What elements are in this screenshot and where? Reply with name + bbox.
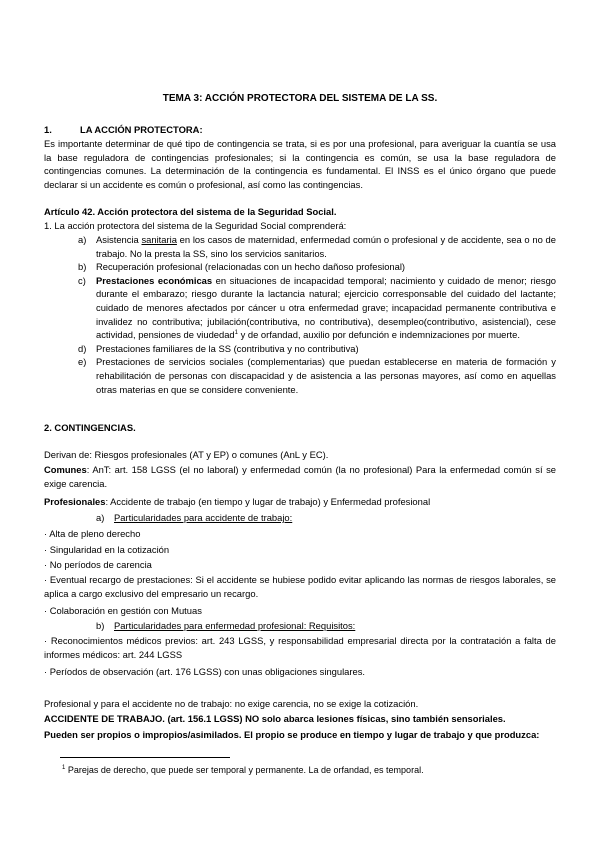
list-b-item: · Períodos de observación (art. 176 LGSS) con unas obligaciones singulares. — [44, 666, 366, 677]
section1-heading — [44, 123, 556, 137]
subheading-b — [44, 619, 600, 633]
comunes-text: : AnT: art. 158 LGSS (el no laboral) y enfermedad común (la no profesional) Para la enfermedad común sí se exige carencia. — [44, 464, 556, 489]
list-a-item: · Singularidad en la cotización — [44, 544, 170, 555]
section2-heading: 2. CONTINGENCIAS. — [44, 422, 136, 433]
list-a-item: · No períodos de carencia — [44, 559, 152, 570]
list-a-item: · Eventual recargo de prestaciones: Si el accidente se hubiese podido evitar aplicando las normas de riesgos laborales, se aplica a cargo exclusivo del empresario un recargo. — [44, 574, 556, 599]
footnote — [62, 764, 424, 778]
sub-marker: a) — [96, 512, 105, 523]
list-b-item: · Reconocimientos médicos previos: art. 243 LGSS, y responsabilidad empresarial directa por la contratación a falta de informes médicos: art. 244 LGSS — [44, 635, 556, 660]
item-text: Prestaciones familiares de la SS (contributiva y no contributiva) — [96, 342, 359, 354]
subheading-a — [44, 511, 600, 525]
item-marker: a) — [78, 234, 87, 245]
section2-profesionales — [44, 495, 556, 509]
item-text: en los casos de maternidad, enfermedad común o profesional y de accidente, sea o no de trabajo. No la presta la SS, sino los servicios sanitarios. — [96, 234, 556, 259]
footnote-text: Parejas de derecho, que puede ser temporal y permanente. La de orfandad, es temporal. — [65, 765, 424, 775]
section1-paragraph: Es importante determinar de qué tipo de contingencia se trata, si es por una profesional, para averiguar la cuantía se usa la base reguladora de contingencias profesionales; si la contingencia es común, se usa la base reguladora de contingencias comunes. La determinación de la contingencia es fundamental. El INSS es el único órgano que puede declarar si un accidente es común o profesional, así como las contingencias. — [44, 138, 556, 190]
list-item — [44, 233, 556, 260]
profesionales-label: Profesionales — [44, 496, 106, 507]
list-item — [44, 342, 556, 356]
sub-label: Particularidades para enfermedad profesional: Requisitos: — [114, 620, 356, 631]
footnote-divider — [60, 757, 230, 758]
item-marker: b) — [78, 261, 87, 273]
section1-number: 1. — [44, 124, 52, 135]
item-text: Recuperación profesional (relacionadas con un hecho dañoso profesional) — [96, 261, 406, 273]
accidente-line: ACCIDENTE DE TRABAJO. (art. 156.1 LGSS) NO solo abarca lesiones físicas, sino también sensoriales. — [44, 713, 506, 724]
section2-derivan: Derivan de: Riesgos profesionales (AT y EP) o comunes (AnL y EC). — [44, 449, 329, 460]
footnote-number: 1 — [62, 765, 66, 771]
list-a-item: · Colaboración en gestión con Mutuas — [44, 605, 202, 616]
item-text: Prestaciones de servicios sociales (complementarias) que puedan establecerse en materia de formación y rehabilitación de personas con discapacidad y de asistencia a las personas mayores, así como en aquellas otras materias en que se considere conveniente. — [96, 356, 556, 395]
item-emphasis: sanitaria — [141, 234, 177, 245]
profesionales-text: : Accidente de trabajo (en tiempo y lugar de trabajo) y Enfermedad profesional — [105, 496, 431, 507]
page-title: TEMA 3: ACCIÓN PROTECTORA DEL SISTEMA DE LA SS. — [162, 93, 438, 104]
section1-title: LA ACCIÓN PROTECTORA: — [80, 124, 203, 135]
item-text: y de orfandad, auxilio por defunción e indemnizaciones por muerte. — [238, 329, 520, 341]
item-emphasis: Prestaciones económicas — [96, 274, 213, 286]
sub-marker: b) — [96, 620, 105, 631]
article-list — [44, 233, 556, 396]
sub-label: Particularidades para accidente de trabajo: — [114, 512, 293, 523]
article-intro: 1. La acción protectora del sistema de la Seguridad Social comprenderá: — [44, 220, 347, 231]
comunes-label: Comunes — [44, 464, 87, 475]
list-a-item: · Alta de pleno derecho — [44, 528, 141, 539]
article-heading: Artículo 42. Acción protectora del sistema de la Seguridad Social. — [44, 206, 337, 217]
section2-comunes — [44, 463, 556, 490]
closing-line: Profesional y para el accidente no de trabajo: no exige carencia, no se exige la cotización. — [44, 698, 419, 709]
footnote-ref[interactable]: 1 — [234, 330, 238, 337]
item-marker: e) — [78, 356, 87, 368]
item-marker: d) — [78, 342, 87, 354]
list-item — [44, 274, 556, 342]
item-text: Asistencia — [96, 234, 142, 245]
propios-line: Pueden ser propios o impropios/asimilados. El propio se produce en tiempo y lugar de trabajo y que produzca: — [44, 729, 540, 740]
item-marker: c) — [78, 274, 86, 286]
list-item — [44, 355, 556, 396]
item-text: en situaciones de incapacidad temporal; nacimiento y cuidado de menor; riesgo durante el embarazo; riesgo durante la lactancia natural; ejercicio corresponsable del cuidado del lactante; cuidado de menores afectados por cáncer u otra enfermedad grave; incapacidad permanente contributiva e invalidez no contributiva; jubilación(contributiva, no contributiva), desempleo(contributivo, asistencial), cese actividad, pensiones de viudedad — [96, 274, 556, 341]
list-item — [44, 260, 556, 274]
